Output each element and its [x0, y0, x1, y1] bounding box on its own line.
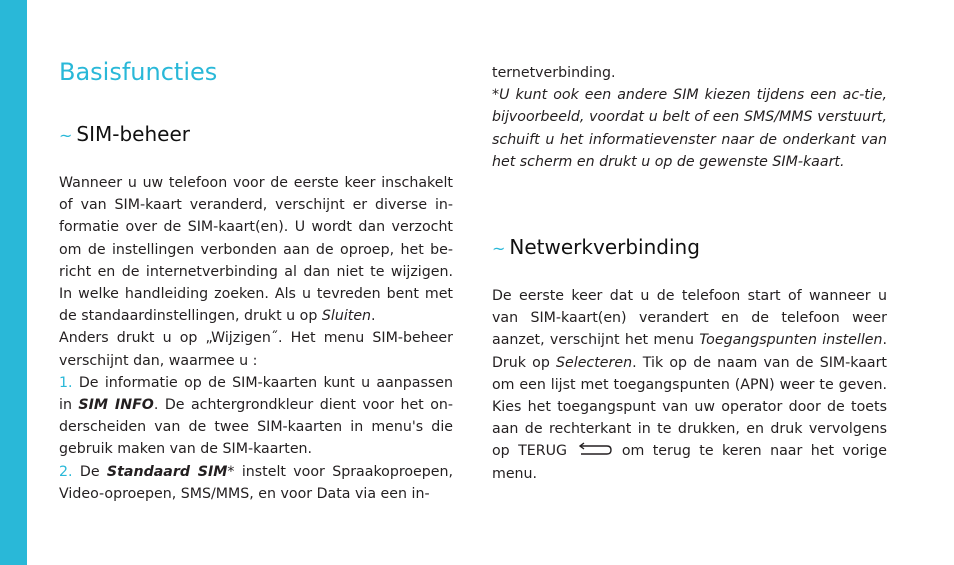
- left-column: [59, 172, 453, 505]
- heading-marker: ~: [59, 126, 73, 145]
- sim-intro-end: .: [371, 308, 376, 325]
- network-text-2: . Druk op: [492, 332, 887, 371]
- sluiten-text: Sluiten: [321, 308, 372, 325]
- side-accent-bar: [0, 0, 27, 565]
- right-column-bottom: [492, 285, 887, 485]
- network-heading-text: Netwerkverbinding: [509, 235, 700, 259]
- item-number-2: 2.: [59, 463, 73, 480]
- network-text-4: om terug te keren naar het vorige menu.: [492, 443, 888, 482]
- sim-menu-end: verschijnt dan, waarmee u :: [59, 352, 258, 369]
- return-arrow-icon: [575, 442, 613, 458]
- item-2-text: De: [79, 463, 100, 480]
- selecteren-term: Selecteren: [556, 354, 633, 371]
- item-1-text: De informatie op de SIM-kaarten kunt u aanpassen in: [59, 374, 453, 414]
- sim-intro-paragraph: [59, 172, 453, 327]
- network-text-3: . Tik op de naam van de SIM-kaart om een lijst met toegangspunten (APN) weer te geven. Kies het toegangspunt van uw operator door de toets aan de rechterkant in te drukken, en druk vervolgens op TERUG: [492, 354, 887, 460]
- toegangspunten-term: Toegangspunten instellen: [699, 332, 883, 349]
- continued-text: ternetverbinding.: [492, 65, 616, 81]
- item-number-1: 1.: [59, 374, 73, 391]
- heading-marker: ~: [492, 239, 506, 258]
- item-2-end: * instelt voor Spraakoproepen, Video-oproepen, SMS/MMS, en voor Data via een in-: [59, 463, 454, 502]
- sim-beheer-menu-name: SIM-beheer: [372, 330, 453, 347]
- list-item-2: [59, 461, 453, 505]
- network-paragraph: [492, 285, 887, 485]
- network-heading: [492, 235, 700, 259]
- sim-heading-text: SIM-beheer: [76, 122, 190, 146]
- sim-menu-text: Anders drukt u op „Wijzigen˝. Het menu: [59, 330, 365, 347]
- list-item-1: [59, 372, 453, 461]
- right-column-top: [492, 62, 887, 173]
- sim-info-term: SIM INFO: [78, 397, 154, 414]
- standaard-sim-term: Standaard SIM: [106, 463, 228, 480]
- footnote: *U kunt ook een andere SIM kiezen tijdens een ac-tie, bijvoorbeeld, voordat u belt of een SMS/MMS verstuurt, schuift u het informatievenster naar de onderkant van het scherm en drukt u op de gewenste SIM-kaart.: [492, 87, 887, 170]
- sim-intro-text: Wanneer u uw telefoon voor de eerste keer inschakelt of van SIM-kaart veranderd, verschijnt er diverse in-formatie over de SIM-kaart(en). U wordt dan verzocht om de instellingen verbonden aan de oproep, het be-richt en de internetverbinding al dan niet te wijzigen. In welke handleiding zoeken. Als u tevreden bent met de standaardinstellingen, drukt u op: [59, 175, 453, 325]
- sim-menu-paragraph: [59, 327, 453, 371]
- page-title: Basisfuncties: [59, 58, 218, 86]
- network-text-1: De eerste keer dat u de telefoon start of wanneer u van SIM-kaart(en) verandert en de telefoon weer aanzet, verschijnt het menu: [492, 288, 887, 349]
- sim-heading: [59, 122, 190, 146]
- item-1-end: . De achtergrondkleur dient voor het on-derscheiden van de twee SIM-kaarten in menu's die gebruik maken van de SIM-kaarten.: [59, 397, 453, 458]
